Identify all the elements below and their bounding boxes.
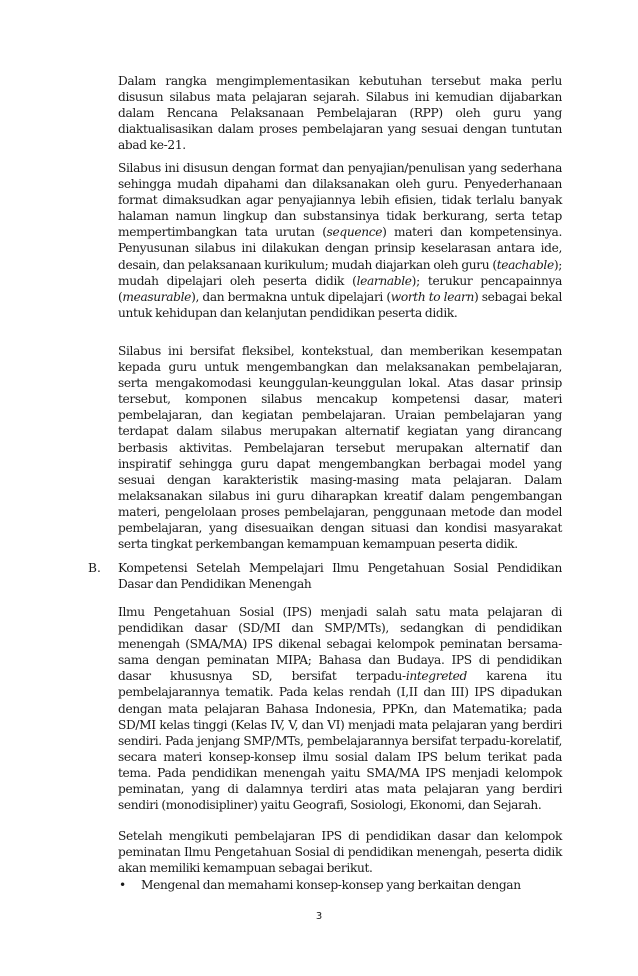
- paragraph-silabus-format: Silabus ini disusun dengan format dan penyajian/penulisan yang sederhana sehingga mudah dipahami dan dilaksanakan oleh guru. Penyederhanaan format dimaksudkan agar penyajiannya lebih efisien, tidak terlalu banyak halaman namun lingkup dan substansinya tidak berkurang, serta tetap mempertimbangkan tata urutan (sequence) materi dan kompetensinya. Penyusunan silabus ini dilakukan dengan prinsip keselarasan antara ide, desain, dan pelaksanaan kurikulum; mudah diajarkan oleh guru (teachable); mudah dipelajari oleh peserta didik (learnable); terukur pencapainnya (measurable), dan bermakna untuk dipelajari (worth to learn) sebagai bekal untuk kehidupan dan kelanjutan pendidikan peserta didik.: [118, 161, 562, 320]
- section-b-heading: Kompetensi Setelah Mempelajari Ilmu Pengetahuan Sosial Pendidikan Dasar dan Pendidikan Menengah: [118, 561, 562, 592]
- paragraph-ips-overview: Ilmu Pengetahuan Sosial (IPS) menjadi salah satu mata pelajaran di pendidikan dasar (SD/MI dan SMP/MTs), sedangkan di pendidikan menengah (SMA/MA) IPS dikenal sebagai kelompok peminatan bersama-sama dengan peminatan MIPA; Bahasa dan Budaya. IPS di pendidikan dasar khususnya SD, bersifat terpadu-integreted karena itu pembelajarannya tematik. Pada kelas rendah (I,II dan III) IPS dipadukan dengan mata pelajaran Bahasa Indonesia, PPKn, dan Matematika; pada SD/MI kelas tinggi (Kelas IV, V, dan VI) menjadi mata pelajaran yang berdiri sendiri. Pada jenjang SMP/MTs, pembelajarannya bersifat terpadu-korelatif, secara materi konsep-konsep ilmu sosial dalam IPS belum terikat pada tema. Pada pendidikan menengah yaitu SMA/MA IPS menjadi kelompok peminatan, yang di dalamnya terdiri atas mata pelajaran yang berdiri sendiri (monodisipliner) yaitu Geografi, Sosiologi, Ekonomi, dan Sejarah.: [118, 605, 562, 813]
- bullet-marker: •: [119, 878, 127, 892]
- paragraph-rpp-intro: Dalam rangka mengimplementasikan kebutuhan tersebut maka perlu disusun silabus mata pelajaran sejarah. Silabus ini kemudian dijabarkan dalam Rencana Pelaksanaan Pembelajaran (RPP) oleh guru yang diaktualisasikan dalam proses pembelajaran yang sesuai dengan tuntutan abad ke-21.: [118, 74, 562, 153]
- bullet-item-text: Mengenal dan memahami konsep-konsep yang berkaitan dengan: [141, 878, 521, 892]
- page-number: 3: [315, 911, 323, 922]
- paragraph-silabus-fleksibel: Silabus ini bersifat fleksibel, kontekstual, dan memberikan kesempatan kepada guru untuk mengembangkan dan melaksanakan pembelajaran, serta mengakomodasi keunggulan-keunggulan lokal. Atas dasar prinsip tersebut, komponen silabus mencakup kompetensi dasar, materi pembelajaran, dan kegiatan pembelajaran. Uraian pembelajaran yang terdapat dalam silabus merupakan alternatif kegiatan yang dirancang berbasis aktivitas. Pembelajaran tersebut merupakan alternatif dan inspiratif sehingga guru dapat mengembangkan berbagai model yang sesuai dengan karakteristik masing-masing mata pelajaran. Dalam melaksanakan silabus ini guru diharapkan kreatif dalam pengembangan materi, pengelolaan proses pembelajaran, penggunaan metode dan model pembelajaran, yang disesuaikan dengan situasi dan kondisi masyarakat serta tingkat perkembangan kemampuan kemampuan peserta didik.: [118, 344, 562, 552]
- paragraph-kemampuan-intro: Setelah mengikuti pembelajaran IPS di pendidikan dasar dan kelompok peminatan Ilmu Pengetahuan Sosial di pendidikan menengah, peserta didik akan memiliki kemampuan sebagai berikut.: [118, 829, 562, 876]
- section-b-letter: B.: [88, 561, 101, 575]
